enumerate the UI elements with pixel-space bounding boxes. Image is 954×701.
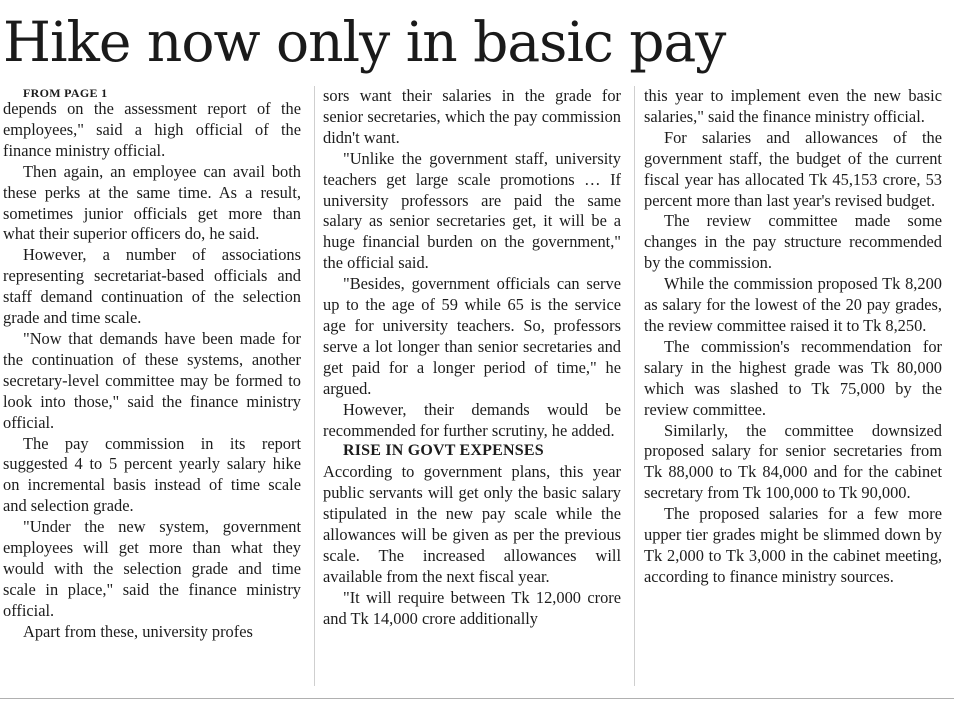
paragraph: "Under the new system, government employees will get more than what they would with the selection grade and time scale in place," said the finance ministry official. — [3, 517, 301, 620]
bottom-rule — [0, 698, 954, 699]
paragraph: The pay commission in its report suggested 4 to 5 percent yearly salary hike on incremental basis instead of time scale and selection grade. — [3, 433, 301, 516]
paragraph: "It will require between Tk 12,000 crore and Tk 14,000 crore additionally — [323, 587, 621, 628]
paragraph: While the commission proposed Tk 8,200 as salary for the lowest of the 20 pay grades, the review committee raised it to Tk 8,250. — [644, 274, 942, 335]
paragraph: "Besides, government officials can serve up to the age of 59 while 65 is the service age for university teachers. So, professors serve a lot longer than senior secretaries and get paid for a longer period of time," he argued. — [323, 274, 621, 398]
paragraph: The proposed salaries for a few more upper tier grades might be slimmed down by Tk 2,000 to Tk 3,000 in the cabinet meeting, according to finance ministry sources. — [644, 504, 942, 586]
paragraph: The review committee made some changes in the pay structure recommended by the commission. — [644, 211, 942, 273]
section-subhead: RISE IN GOVT EXPENSES — [343, 442, 544, 460]
paragraph: Apart from these, university profes — [23, 621, 253, 641]
paragraph: Similarly, the committee downsized proposed salary for senior secretaries from Tk 88,000 to Tk 84,000 and for the cabinet secretary from Tk 100,000 to Tk 90,000. — [644, 420, 942, 503]
paragraph: Then again, an employee can avail both these perks at the same time. As a result, sometimes junior officials get more than what their superior officers do, he said. — [3, 161, 301, 244]
continuation-label: FROM PAGE 1 — [23, 86, 108, 100]
paragraph: For salaries and allowances of the government staff, the budget of the current fiscal year has allocated Tk 45,153 crore, 53 percent more than last year's revised budget. — [644, 127, 942, 210]
paragraph: However, their demands would be recommended for further scrutiny, he added. — [323, 399, 621, 440]
paragraph: this year to implement even the new basic salaries," said the finance ministry official. — [644, 86, 942, 126]
article-column-3 — [644, 86, 942, 588]
article-column-2 — [323, 86, 621, 630]
paragraph: However, a number of associations representing secretariat-based officials and staff demand continuation of the selection grade and time scale. — [3, 245, 301, 328]
headline: Hike now only in basic pay — [3, 10, 726, 74]
paragraph: sors want their salaries in the grade for senior secretaries, which the pay commission didn't want. — [323, 86, 621, 147]
paragraph: "Unlike the government staff, university teachers get large scale promotions … If university professors are paid the same salary as senior secretaries get, it will be a huge financial burden on the government," the official said. — [323, 148, 621, 273]
paragraph: The commission's recommendation for salary in the highest grade was Tk 80,000 which was slashed to Tk 75,000 by the review committee. — [644, 336, 942, 419]
paragraph: According to government plans, this year public servants will get only the basic salary stipulated in the new pay scale while the allowances will be given as per the previous scale. The increased allowances will available from the next fiscal year. — [323, 462, 621, 586]
column-divider — [314, 86, 315, 686]
paragraph: "Now that demands have been made for the continuation of these systems, another secretary-level committee may be formed to look into those," said the finance ministry official. — [3, 328, 301, 432]
column-divider — [634, 86, 635, 686]
article-column-1 — [3, 86, 301, 643]
paragraph: depends on the assessment report of the employees," said a high official of the finance ministry official. — [3, 99, 301, 160]
